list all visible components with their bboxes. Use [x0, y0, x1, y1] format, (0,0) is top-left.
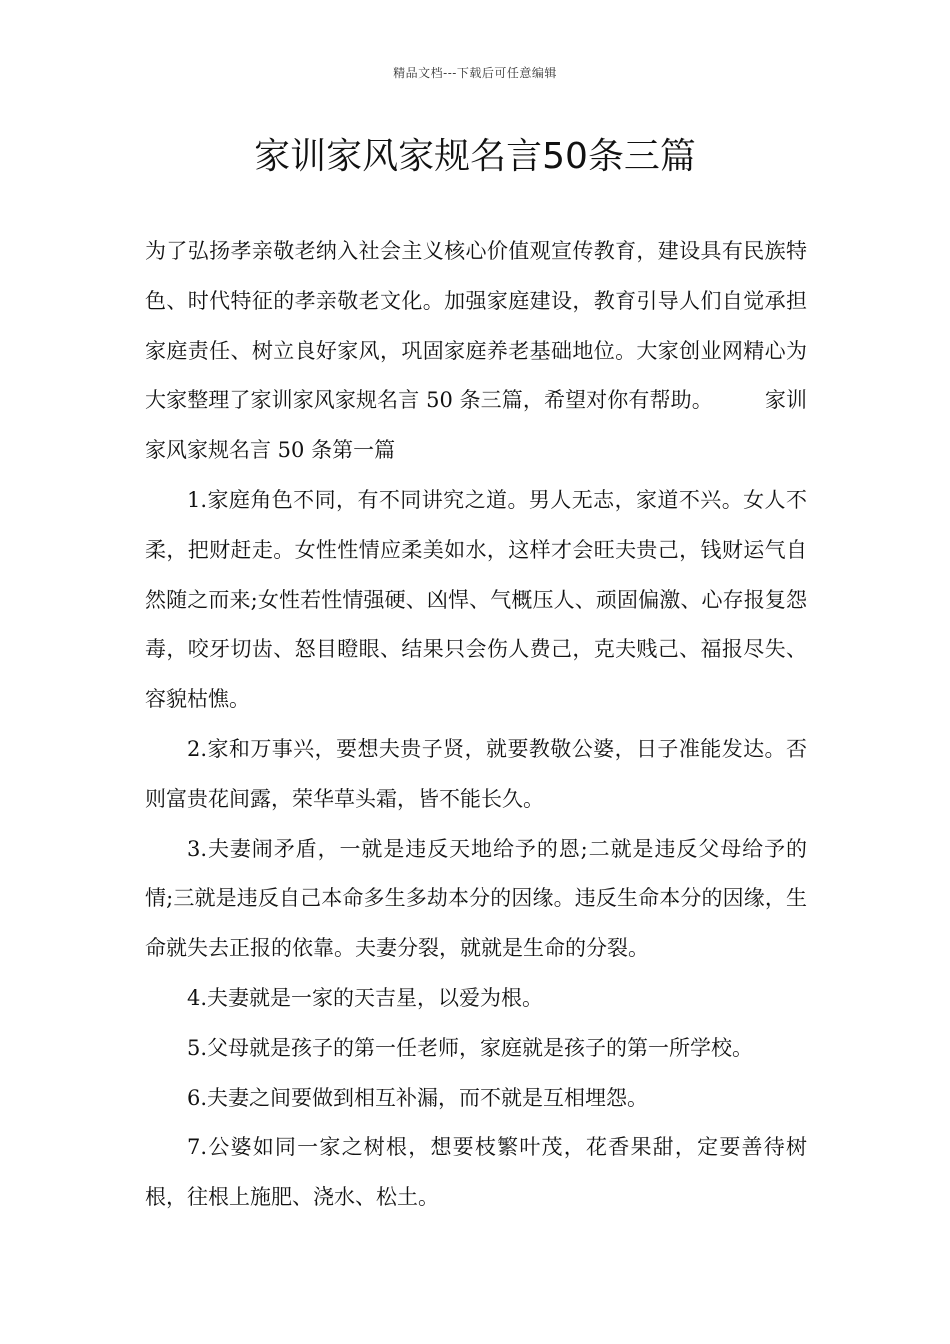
list-item: 4.夫妻就是一家的天吉星，以爱为根。: [187, 985, 544, 1010]
page-header-note: 精品文档---下载后可任意编辑: [393, 66, 557, 80]
list-item: 7.公婆如同一家之树根，想要枝繁叶茂，花香果甜，定要善待树根，往根上施肥、浇水、松土。: [145, 1135, 807, 1210]
list-item: 1.家庭角色不同，有不同讲究之道。男人无志，家道不兴。女人不柔，把财赶走。女性性情应柔美如水，这样才会旺夫贵己，钱财运气自然随之而来;女性若性情强硬、凶悍、气概压人、顽固偏激、心存报复怨毒，咬牙切齿、怒目瞪眼、结果只会伤人费己，克夫贱己、福报尽失、容貌枯憔。: [145, 487, 807, 712]
document-title: 家训家风家规名言50条三篇: [254, 136, 696, 177]
intro-paragraph: [145, 227, 807, 476]
list-item: 2.家和万事兴，要想夫贵子贤，就要教敬公婆，日子准能发达。否则富贵花间露，荣华草头霜，皆不能长久。: [145, 736, 807, 811]
list-item: 6.夫妻之间要做到相互补漏，而不就是互相埋怨。: [187, 1085, 649, 1110]
document-body: [145, 227, 807, 1223]
intro-text: 为了弘扬孝亲敬老纳入社会主义核心价值观宣传教育，建设具有民族特色、时代特征的孝亲敬老文化。加强家庭建设，教育引导人们自觉承担家庭责任、树立良好家风，巩固家庭养老基础地位。大家创业网精心为大家整理了家训家风家规名言 50 条三篇，希望对你有帮助。: [145, 239, 807, 413]
section-heading: 家训家风家规名言 50 条第一篇: [145, 388, 807, 463]
list-item: 5.父母就是孩子的第一任老师，家庭就是孩子的第一所学校。: [187, 1035, 754, 1060]
list-item: 3.夫妻闹矛盾，一就是违反天地给予的恩;二就是违反父母给予的情;三就是违反自己本命多生多劫本分的因缘。违反生命本分的因缘，生命就失去正报的依靠。夫妻分裂，就就是生命的分裂。: [145, 836, 807, 961]
